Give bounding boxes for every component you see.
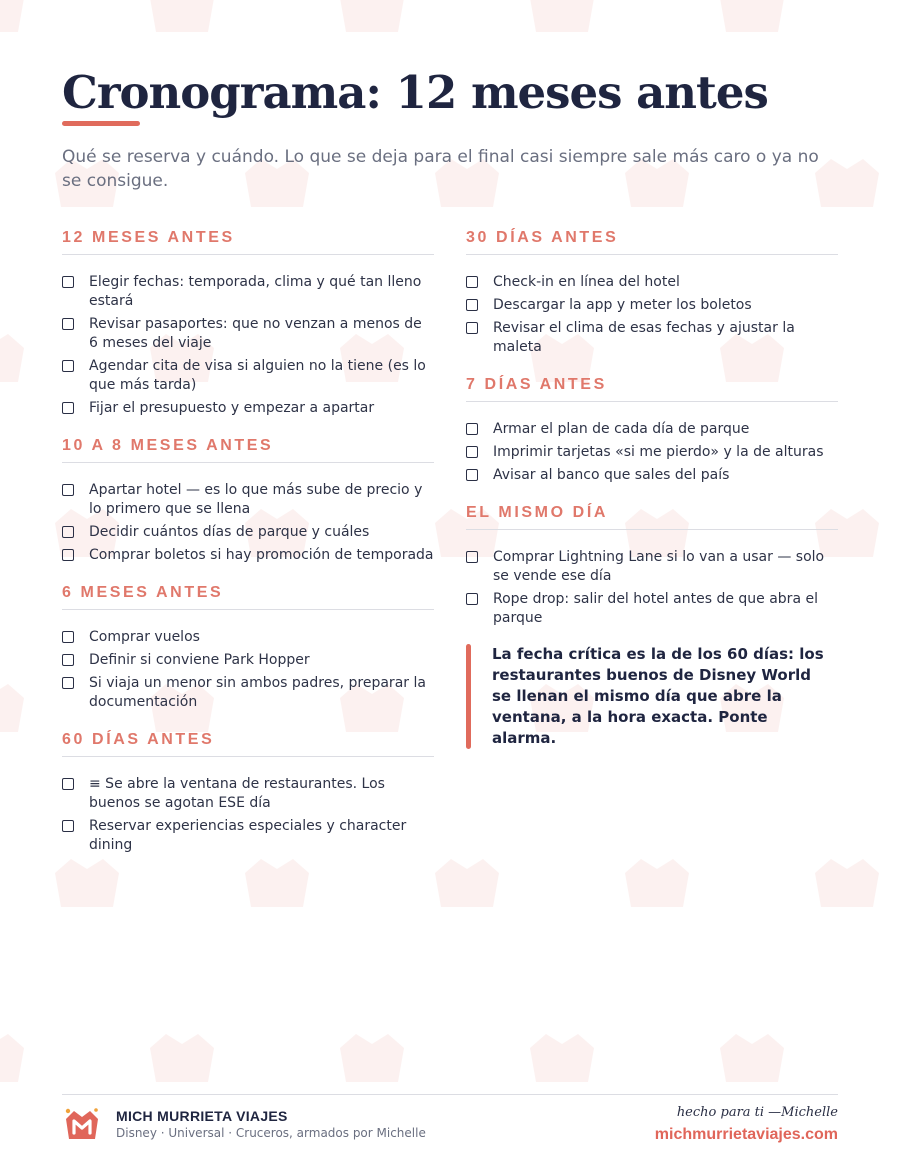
checklist-item-text: Rope drop: salir del hotel antes de que abra el parque <box>493 591 818 626</box>
checkbox[interactable] <box>466 469 478 481</box>
checklist-item-text: Revisar pasaportes: que no venzan a menos de 6 meses del viaje <box>89 316 422 351</box>
checklist-item-text: Descargar la app y meter los boletos <box>493 297 752 313</box>
watermark-mark <box>530 1034 594 1082</box>
watermark-mark <box>340 1034 404 1082</box>
checklist-item <box>466 420 838 439</box>
checklist-item <box>62 674 434 712</box>
section-heading: 10 A 8 MESES ANTES <box>62 434 434 463</box>
checkbox[interactable] <box>62 778 74 790</box>
checklist-item <box>466 443 838 462</box>
checkbox[interactable] <box>466 593 478 605</box>
checklist-item <box>466 296 838 315</box>
checklist-item-text: Check-in en línea del hotel <box>493 274 680 290</box>
checkbox[interactable] <box>62 402 74 414</box>
section-heading: 60 DÍAS ANTES <box>62 728 434 757</box>
checklist-item <box>62 357 434 395</box>
checkbox[interactable] <box>62 318 74 330</box>
watermark-mark <box>0 334 24 382</box>
checklist-item-text: Comprar boletos si hay promoción de temporada <box>89 547 434 563</box>
checklist-item-text: Comprar vuelos <box>89 629 200 645</box>
checkbox[interactable] <box>62 360 74 372</box>
checkbox[interactable] <box>466 551 478 563</box>
checklist-item-text: ≡ Se abre la ventana de restaurantes. Los buenos se agotan ESE día <box>89 776 385 811</box>
timeline-section <box>62 728 434 855</box>
watermark-mark <box>435 859 499 907</box>
checklist-item-text: Armar el plan de cada día de parque <box>493 421 750 437</box>
checklist-item-text: Comprar Lightning Lane si lo van a usar — solo se vende ese día <box>493 549 825 584</box>
watermark-mark <box>625 859 689 907</box>
checklist-item <box>466 590 838 628</box>
section-heading: 30 DÍAS ANTES <box>466 226 838 255</box>
brand-tagline: Disney · Universal · Cruceros, armados por Michelle <box>116 1126 426 1140</box>
section-heading: 6 MESES ANTES <box>62 581 434 610</box>
watermark-mark <box>150 0 214 32</box>
page-title: Cronograma: 12 meses antes <box>62 66 768 119</box>
checklist-item-text: Reservar experiencias especiales y character dining <box>89 818 407 853</box>
right-column <box>466 226 838 749</box>
checklist-item <box>62 775 434 813</box>
timeline-section <box>466 501 838 628</box>
callout-text: La fecha crítica es la de los 60 días: los restaurantes buenos de Disney World se llenan el mismo día que abre la ventana, a la hora exacta. Ponte alarma. <box>492 645 824 747</box>
checklist-item <box>62 628 434 647</box>
checklist-item-text: Definir si conviene Park Hopper <box>89 652 310 668</box>
checklist-item <box>62 273 434 311</box>
checklist-item-text: Imprimir tarjetas «si me pierdo» y la de alturas <box>493 444 824 460</box>
checkbox[interactable] <box>62 484 74 496</box>
callout-accent-bar <box>466 644 471 749</box>
checklist-item-text: Decidir cuántos días de parque y cuáles <box>89 524 370 540</box>
checkbox[interactable] <box>62 654 74 666</box>
checklist-item-text: Revisar el clima de esas fechas y ajustar la maleta <box>493 320 795 355</box>
checklist-item-text: Agendar cita de visa si alguien no la tiene (es lo que más tarda) <box>89 358 426 393</box>
watermark-mark <box>815 859 879 907</box>
checklist-item-text: Si viaja un menor sin ambos padres, preparar la documentación <box>89 675 426 710</box>
callout-note <box>466 644 838 749</box>
intro-text: Qué se reserva y cuándo. Lo que se deja para el final casi siempre sale más caro o ya no se consigue. <box>62 147 819 191</box>
checklist-item-text: Elegir fechas: temporada, clima y qué tan lleno estará <box>89 274 422 309</box>
checkbox[interactable] <box>466 299 478 311</box>
section-heading: 7 DÍAS ANTES <box>466 373 838 402</box>
checkbox[interactable] <box>466 423 478 435</box>
checklist-item <box>62 817 434 855</box>
title-underline <box>62 121 140 126</box>
checkbox[interactable] <box>466 276 478 288</box>
checklist-item <box>62 399 434 418</box>
watermark-mark <box>720 1034 784 1082</box>
watermark-mark <box>150 1034 214 1082</box>
checklist-item-text: Apartar hotel — es lo que más sube de precio y lo primero que se llena <box>89 482 423 517</box>
checklist-item <box>62 481 434 519</box>
checkbox[interactable] <box>466 446 478 458</box>
section-heading: 12 MESES ANTES <box>62 226 434 255</box>
checkbox[interactable] <box>62 526 74 538</box>
footer-divider <box>62 1094 838 1095</box>
timeline-section <box>62 581 434 712</box>
watermark-mark <box>0 684 24 732</box>
checklist-item <box>62 546 434 565</box>
checkbox[interactable] <box>466 322 478 334</box>
watermark-mark <box>530 0 594 32</box>
watermark-mark <box>0 1034 24 1082</box>
checklist-item <box>466 273 838 292</box>
checklist-item-text: Avisar al banco que sales del país <box>493 467 730 483</box>
checkbox[interactable] <box>62 549 74 561</box>
timeline-section <box>62 226 434 418</box>
checklist-item <box>62 651 434 670</box>
watermark-mark <box>0 0 24 32</box>
signature: hecho para ti —Michelle <box>676 1105 838 1120</box>
brand-logo-icon <box>62 1105 102 1143</box>
watermark-mark <box>720 0 784 32</box>
watermark-mark <box>340 0 404 32</box>
checklist-item-text: Fijar el presupuesto y empezar a apartar <box>89 400 375 416</box>
checkbox[interactable] <box>62 820 74 832</box>
left-column <box>62 226 434 871</box>
checkbox[interactable] <box>62 677 74 689</box>
brand-name: MICH MURRIETA VIAJES <box>116 1108 288 1124</box>
checkbox[interactable] <box>62 276 74 288</box>
timeline-section <box>62 434 434 565</box>
section-heading: EL MISMO DÍA <box>466 501 838 530</box>
checklist-item <box>466 548 838 586</box>
checklist-item <box>466 466 838 485</box>
website-link[interactable]: michmurrietaviajes.com <box>654 1126 838 1143</box>
checklist-item <box>62 315 434 353</box>
checklist-item <box>466 319 838 357</box>
timeline-section <box>466 226 838 357</box>
checkbox[interactable] <box>62 631 74 643</box>
timeline-section <box>466 373 838 485</box>
checklist-item <box>62 523 434 542</box>
